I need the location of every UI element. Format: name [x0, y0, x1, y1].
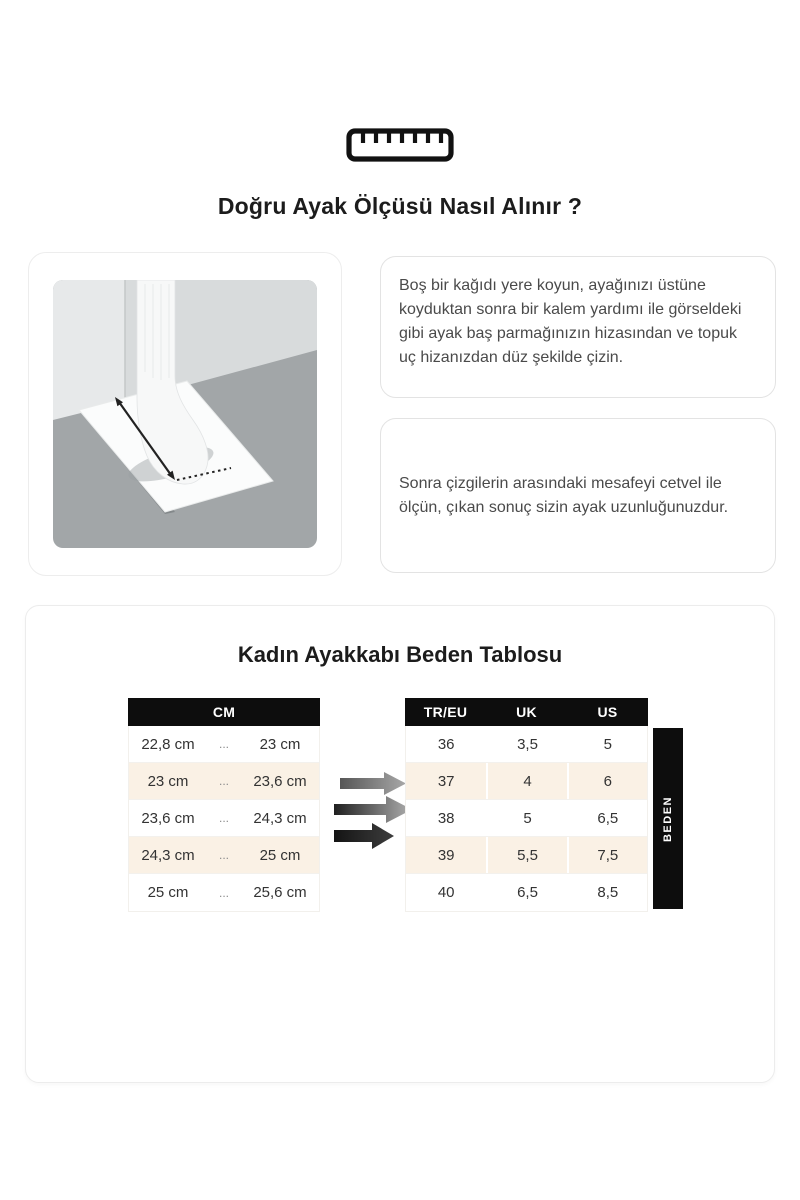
ruler-icon: [0, 128, 800, 162]
cm-dots: ...: [218, 774, 229, 788]
cm-dots: ...: [218, 737, 229, 751]
cm-table-row: [129, 763, 319, 800]
cm-from: 23 cm: [147, 772, 189, 790]
size-cell: 7,5: [567, 837, 647, 873]
size-table-row: [406, 800, 647, 837]
size-cell: 6,5: [567, 800, 647, 836]
size-table-row: [406, 837, 647, 874]
cm-dots: ...: [218, 811, 229, 825]
header-uk: UK: [516, 704, 537, 720]
cm-dots: ...: [218, 848, 229, 862]
cm-table-body: [128, 726, 320, 912]
size-conversion-table: [405, 698, 648, 912]
size-cell: 8,5: [567, 874, 647, 911]
size-cell: 5: [567, 726, 647, 762]
instruction-box-1: [380, 256, 776, 398]
cm-table-header: CM: [128, 698, 320, 726]
cm-table: [128, 698, 320, 912]
size-cell: 3,5: [486, 726, 566, 762]
instruction-text-1: Boş bir kağıdı yere koyun, ayağınızı üstüne koyduktan sonra bir kalem yardımı ile görseldeki gibi ayak baş parmağınızın hizasından ve topuk uç hizanızdan düz şekilde çizin.: [399, 277, 742, 366]
cm-table-row: [129, 874, 319, 911]
foot-measurement-image: [28, 252, 342, 576]
size-cell: 6: [567, 763, 647, 799]
size-cell: 6,5: [486, 874, 566, 911]
cm-dots: ...: [218, 885, 229, 900]
cm-table-row: [129, 726, 319, 763]
size-table-header-row: [405, 698, 648, 726]
size-cell: 5,5: [486, 837, 566, 873]
size-table-body: [405, 726, 648, 912]
cm-to: 24,3 cm: [253, 809, 307, 827]
size-table-panel: [25, 605, 775, 1083]
size-cell: 36: [437, 735, 455, 753]
cm-to: 23 cm: [259, 735, 301, 753]
size-cell: 37: [437, 772, 455, 790]
size-cell: 4: [486, 763, 566, 799]
instruction-text-2: Sonra çizgilerin arasındaki mesafeyi cetvel ile ölçün, çıkan sonuç sizin ayak uzunluğunuzdur.: [399, 474, 729, 516]
cm-to: 23,6 cm: [253, 772, 307, 790]
size-cell: 5: [486, 800, 566, 836]
cm-table-row: [129, 800, 319, 837]
header-tr-eu: TR/EU: [423, 704, 468, 720]
cm-from: 25 cm: [147, 884, 189, 901]
size-cell: 40: [437, 884, 455, 901]
foot-on-paper-illustration: [53, 280, 317, 548]
size-table-row: [406, 726, 647, 763]
right-arrows-icon: [332, 766, 416, 859]
beden-label: BEDEN: [662, 795, 675, 842]
instruction-box-2: [380, 418, 776, 573]
size-cell: 39: [437, 846, 455, 864]
cm-from: 24,3 cm: [141, 846, 195, 864]
page-title: Doğru Ayak Ölçüsü Nasıl Alınır ?: [217, 193, 583, 219]
cm-table-row: [129, 837, 319, 874]
size-table-row: [406, 874, 647, 911]
cm-to: 25 cm: [259, 846, 301, 864]
size-table-row: [406, 763, 647, 800]
cm-to: 25,6 cm: [253, 884, 307, 901]
size-cell: 38: [437, 809, 455, 827]
cm-from: 23,6 cm: [141, 809, 195, 827]
header-us: US: [597, 704, 618, 720]
size-table-title: Kadın Ayakkabı Beden Tablosu: [237, 642, 563, 667]
beden-side-bar: [653, 728, 683, 909]
cm-from: 22,8 cm: [141, 735, 195, 753]
